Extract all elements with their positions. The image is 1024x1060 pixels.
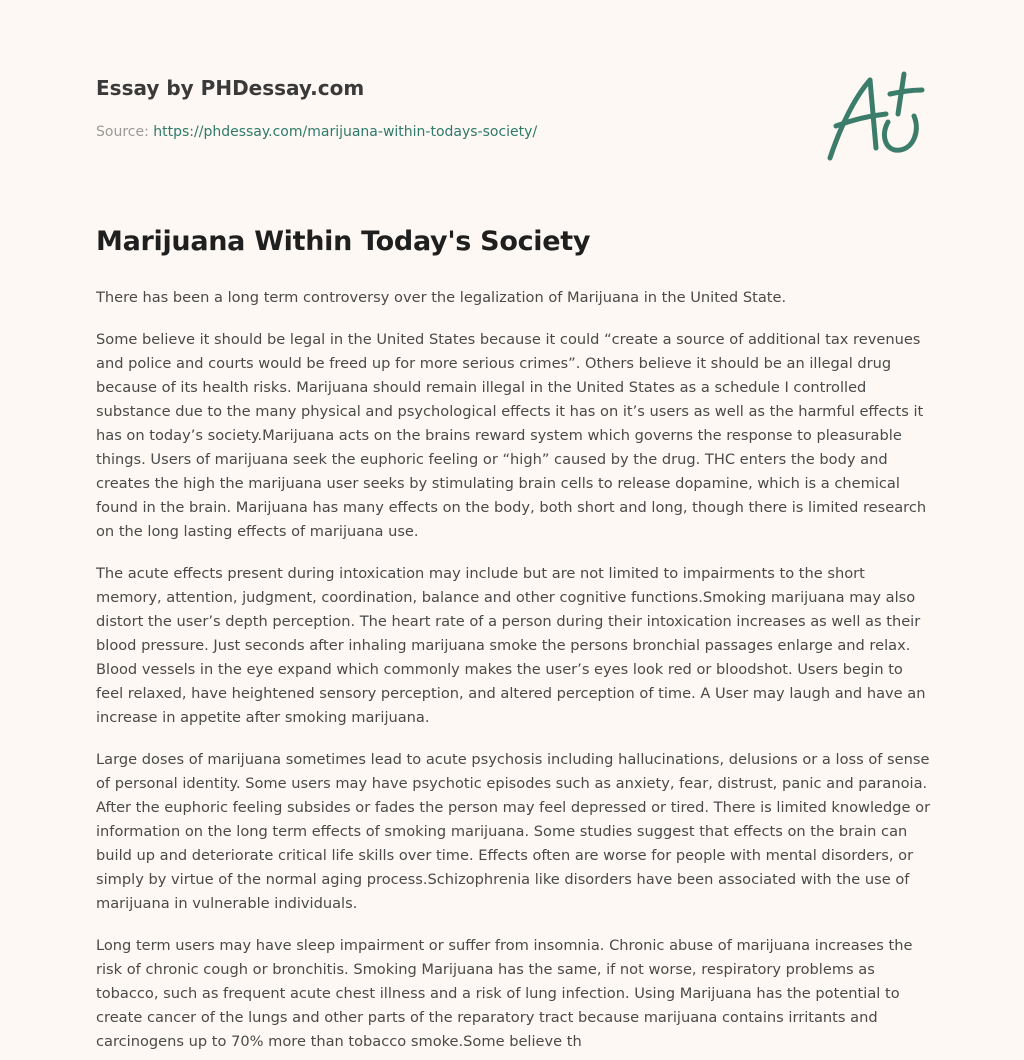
essay-title: Marijuana Within Today's Society [96,226,591,257]
source-line [96,124,537,140]
source-link[interactable]: https://phdessay.com/marijuana-within-todays-society/ [153,124,538,140]
source-label: Source: [96,124,149,140]
essay-paragraph: Some believe it should be legal in the United States because it could “create a source of additional tax revenues and police and courts would be freed up for more serious crimes”. Others believe it should be an illegal drug because of its health risks. Marijuana should remain illegal in the United States as a schedule I controlled substance due to the many physical and psychological effects it has on it’s users as well as the harmful effects it has on today’s society.Marijuana acts on the brains reward system which governs the response to pleasurable things. Users of marijuana seek the euphoric feeling or “high” caused by the drug. THC enters the body and creates the high the marijuana user seeks by stimulating brain cells to release dopamine, which is a chemical found in the brain. Marijuana has many effects on the body, both short and long, though there is limited research on the long lasting effects of marijuana use. [96,331,927,540]
essay-paragraph: Long term users may have sleep impairment or suffer from insomnia. Chronic abuse of marijuana increases the risk of chronic cough or bronchitis. Smoking Marijuana has the same, if not worse, respiratory problems as tobacco, such as frequent acute chest illness and a risk of lung infection. Using Marijuana has the potential to create cancer of the lungs and other parts of the reparatory tract because marijuana contains irritants and carcinogens up to 70% more than tobacco smoke.Some believe th [96,937,913,1050]
essay-paragraph: There has been a long term controversy over the legalization of Marijuana in the United State. [96,289,787,306]
essay-paragraph: Large doses of marijuana sometimes lead to acute psychosis including hallucinations, delusions or a loss of sense of personal identity. Some users may have psychotic episodes such as anxiety, fear, distrust, panic and paranoia. After the euphoric feeling subsides or fades the person may feel depressed or tired. There is limited knowledge or information on the long term effects of smoking marijuana. Some studies suggest that effects on the brain can build up and deteriorate critical life skills over time. Effects often are worse for people with mental disorders, or simply by virtue of the normal aging process.Schizophrenia like disorders have been associated with the use of marijuana in vulnerable individuals. [96,751,931,912]
a-plus-logo-icon [818,66,930,166]
essay-paragraph: The acute effects present during intoxication may include but are not limited to impairments to the short memory, attention, judgment, coordination, balance and other cognitive functions.Smoking marijuana may also distort the user’s depth perception. The heart rate of a person during their intoxication increases as well as their blood pressure. Just seconds after inhaling marijuana smoke the persons bronchial passages enlarge and relax. Blood vessels in the eye expand which commonly makes the user’s eyes look red or bloodshot. Users begin to feel relaxed, have heightened sensory perception, and altered perception of time. A User may laugh and have an increase in appetite after smoking marijuana. [96,565,926,726]
site-brand: Essay by PHDessay.com [96,76,365,100]
essay-body [96,286,932,1060]
